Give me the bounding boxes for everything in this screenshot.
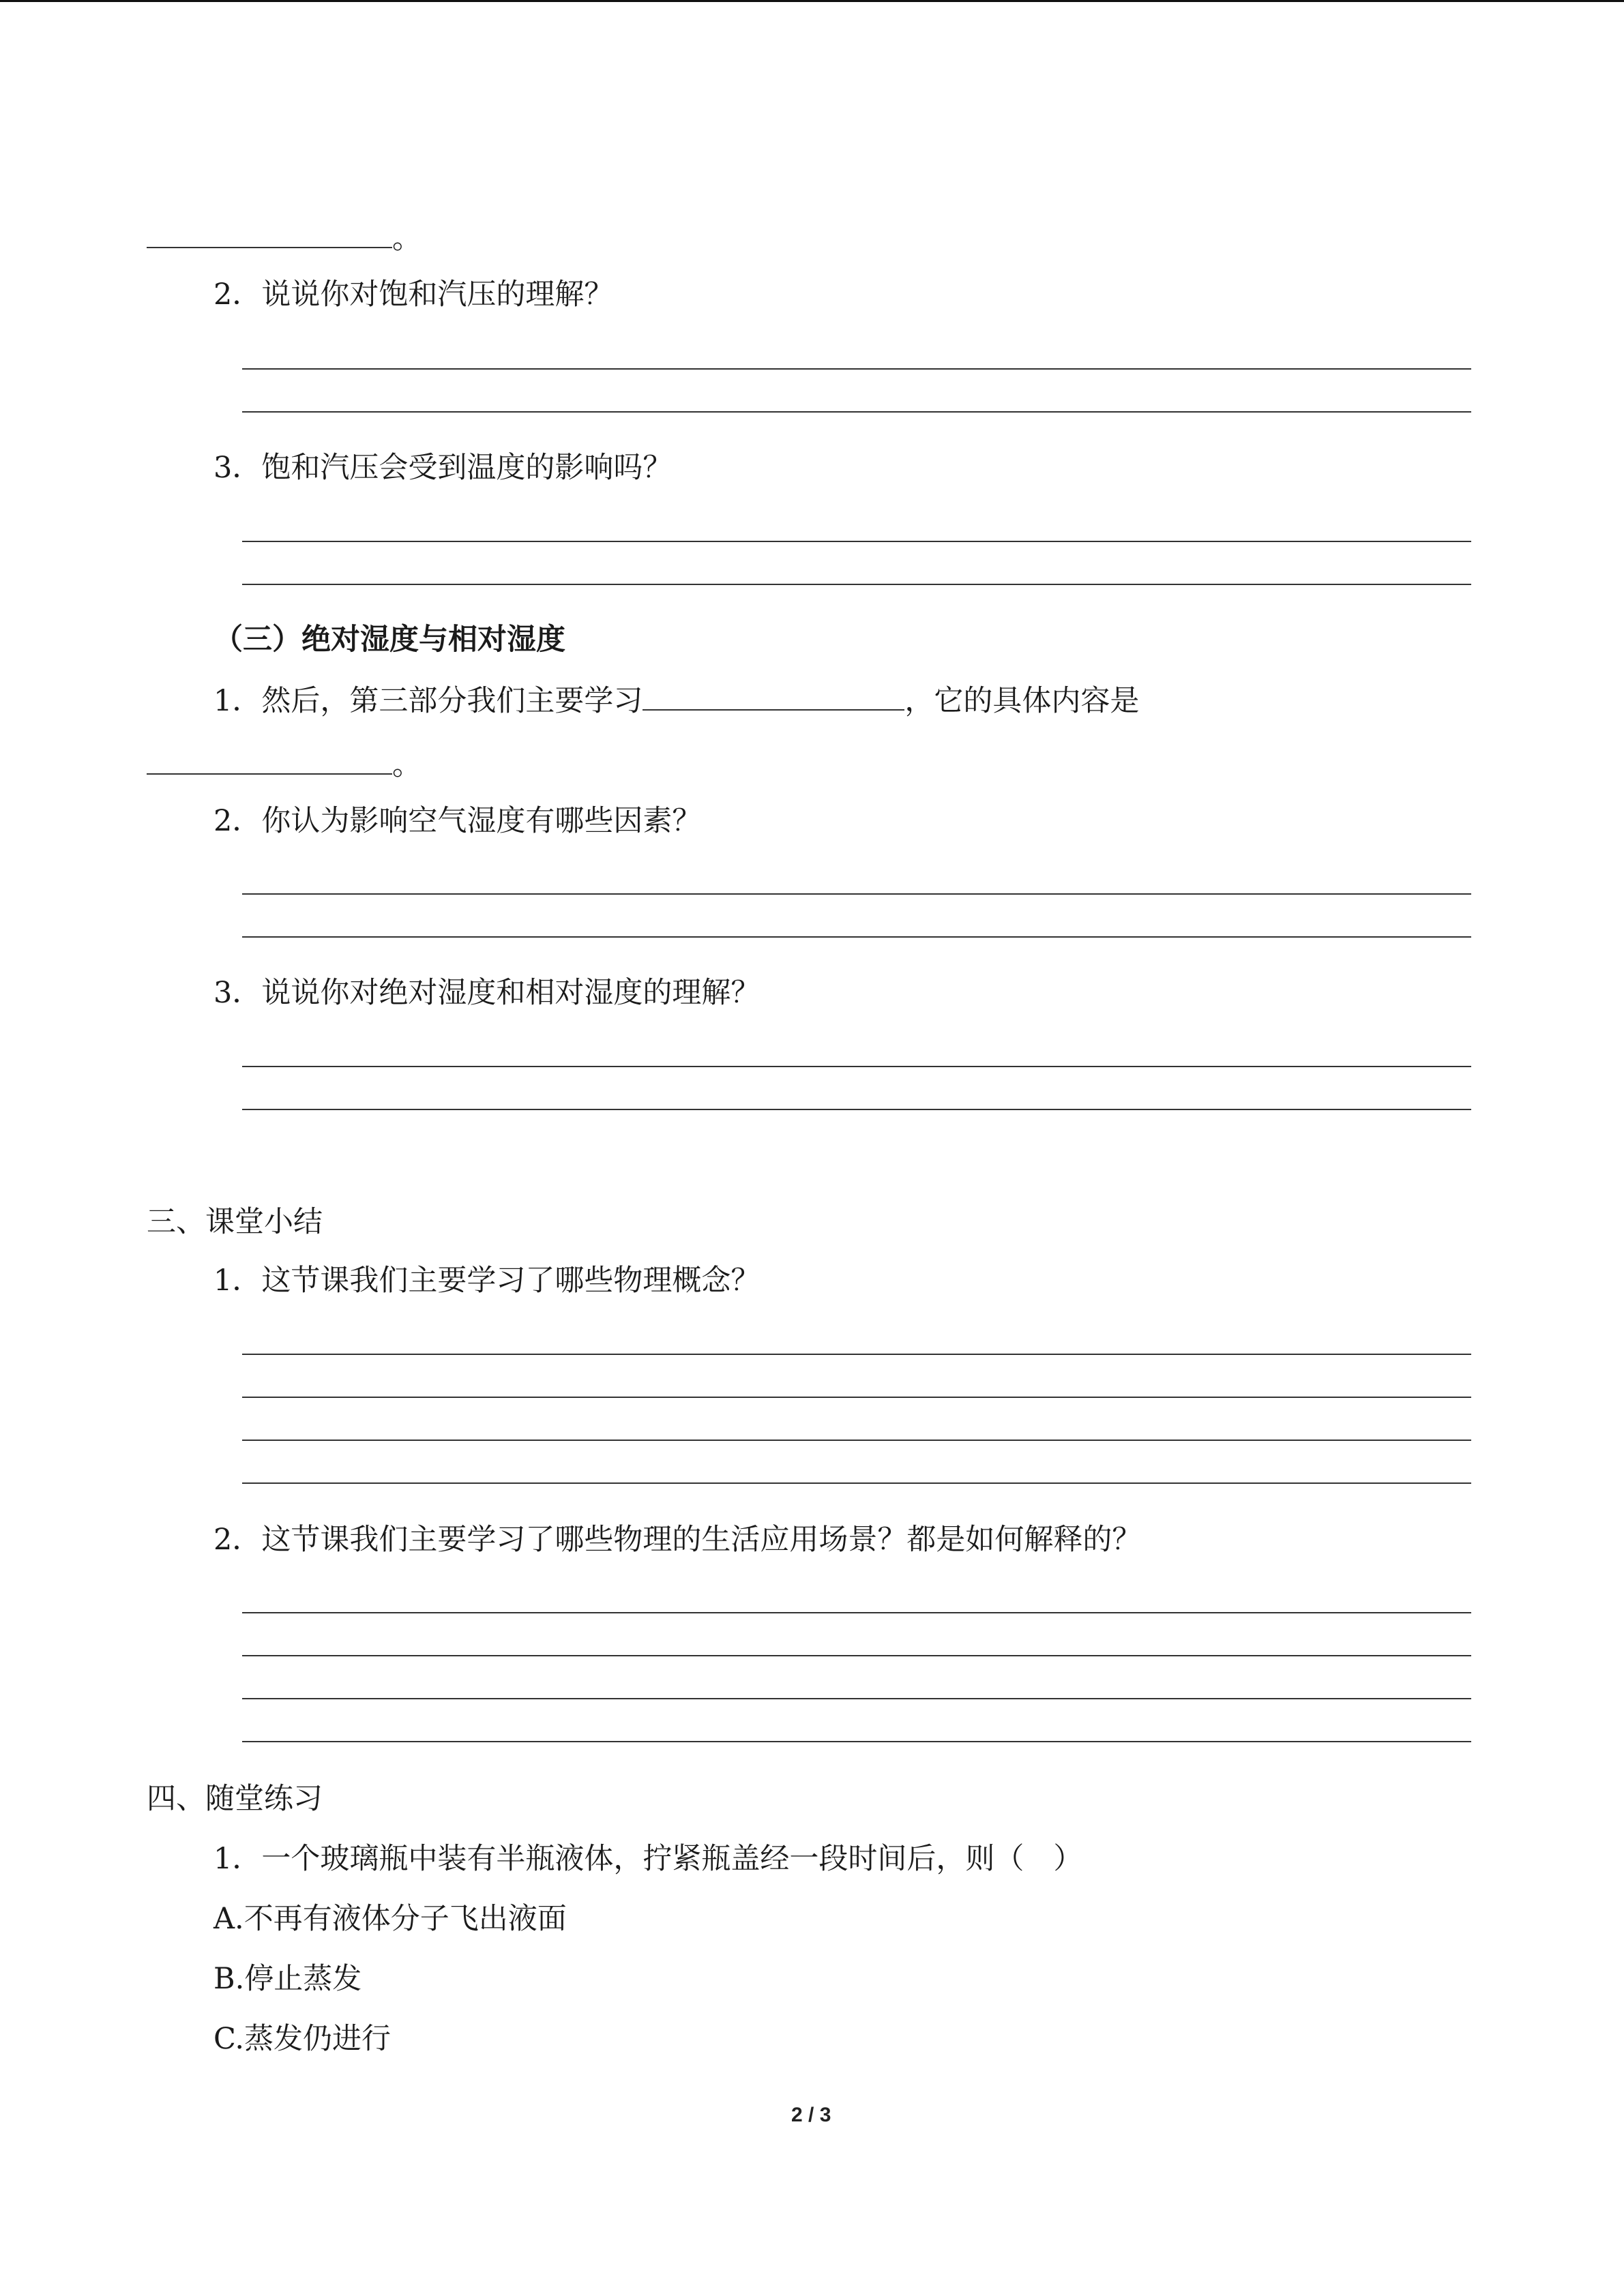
subsection-heading: （三）绝对湿度与相对湿度 bbox=[213, 623, 565, 657]
question-temperature-effect: 3．饱和汽压会受到温度的影响吗？ bbox=[213, 451, 673, 485]
answer-line[interactable] bbox=[242, 1354, 1471, 1355]
practice-question: 1．一个玻璃瓶中装有半瓶液体，拧紧瓶盖经一段时间后，则（ ） bbox=[213, 1842, 1083, 1876]
answer-line[interactable] bbox=[242, 541, 1471, 542]
answer-line[interactable] bbox=[242, 1440, 1471, 1441]
top-border bbox=[0, 0, 1624, 2]
answer-line[interactable] bbox=[242, 1066, 1471, 1067]
answer-line[interactable] bbox=[242, 1741, 1471, 1742]
question-humidity-factors: 2．你认为影响空气湿度有哪些因素？ bbox=[213, 804, 702, 838]
continued-answer-line: 。 bbox=[147, 217, 422, 259]
answer-line[interactable] bbox=[242, 584, 1471, 585]
question-humidity-understanding: 3．说说你对绝对湿度和相对湿度的理解？ bbox=[213, 976, 761, 1010]
answer-line[interactable] bbox=[242, 1655, 1471, 1656]
answer-line[interactable] bbox=[242, 1612, 1471, 1613]
answer-line[interactable] bbox=[242, 368, 1471, 370]
question-saturation-pressure-meaning: 2．说说你对饱和汽压的理解？ bbox=[213, 278, 614, 312]
question-life-applications: 2．这节课我们主要学习了哪些物理的生活应用场景？都是如何解释的？ bbox=[213, 1523, 1142, 1557]
answer-line[interactable] bbox=[242, 1109, 1471, 1110]
question-concepts-learned: 1．这节课我们主要学习了哪些物理概念？ bbox=[213, 1264, 761, 1298]
choice-option-c[interactable]: C.蒸发仍进行 bbox=[213, 2022, 392, 2056]
fill-blank[interactable] bbox=[147, 743, 392, 775]
question-part3-topic: 1．然后，第三部分我们主要学习 ，它的具体内容是 bbox=[213, 679, 1139, 721]
answer-line[interactable] bbox=[242, 1698, 1471, 1699]
answer-line[interactable] bbox=[242, 411, 1471, 413]
answer-line[interactable] bbox=[242, 893, 1471, 895]
fill-blank[interactable] bbox=[643, 679, 904, 711]
answer-line[interactable] bbox=[242, 936, 1471, 938]
page-number: 2 / 3 bbox=[791, 2104, 831, 2126]
answer-line[interactable] bbox=[242, 1482, 1471, 1484]
section-heading-practice: 四、随堂练习 bbox=[147, 1782, 323, 1816]
section-heading-summary: 三、课堂小结 bbox=[147, 1205, 323, 1239]
continued-answer-line: 。 bbox=[147, 743, 422, 786]
fill-blank[interactable] bbox=[147, 217, 392, 248]
answer-line[interactable] bbox=[242, 1397, 1471, 1398]
choice-option-a[interactable]: A.不再有液体分子飞出液面 bbox=[213, 1902, 567, 1936]
choice-option-b[interactable]: B.停止蒸发 bbox=[213, 1962, 362, 1996]
